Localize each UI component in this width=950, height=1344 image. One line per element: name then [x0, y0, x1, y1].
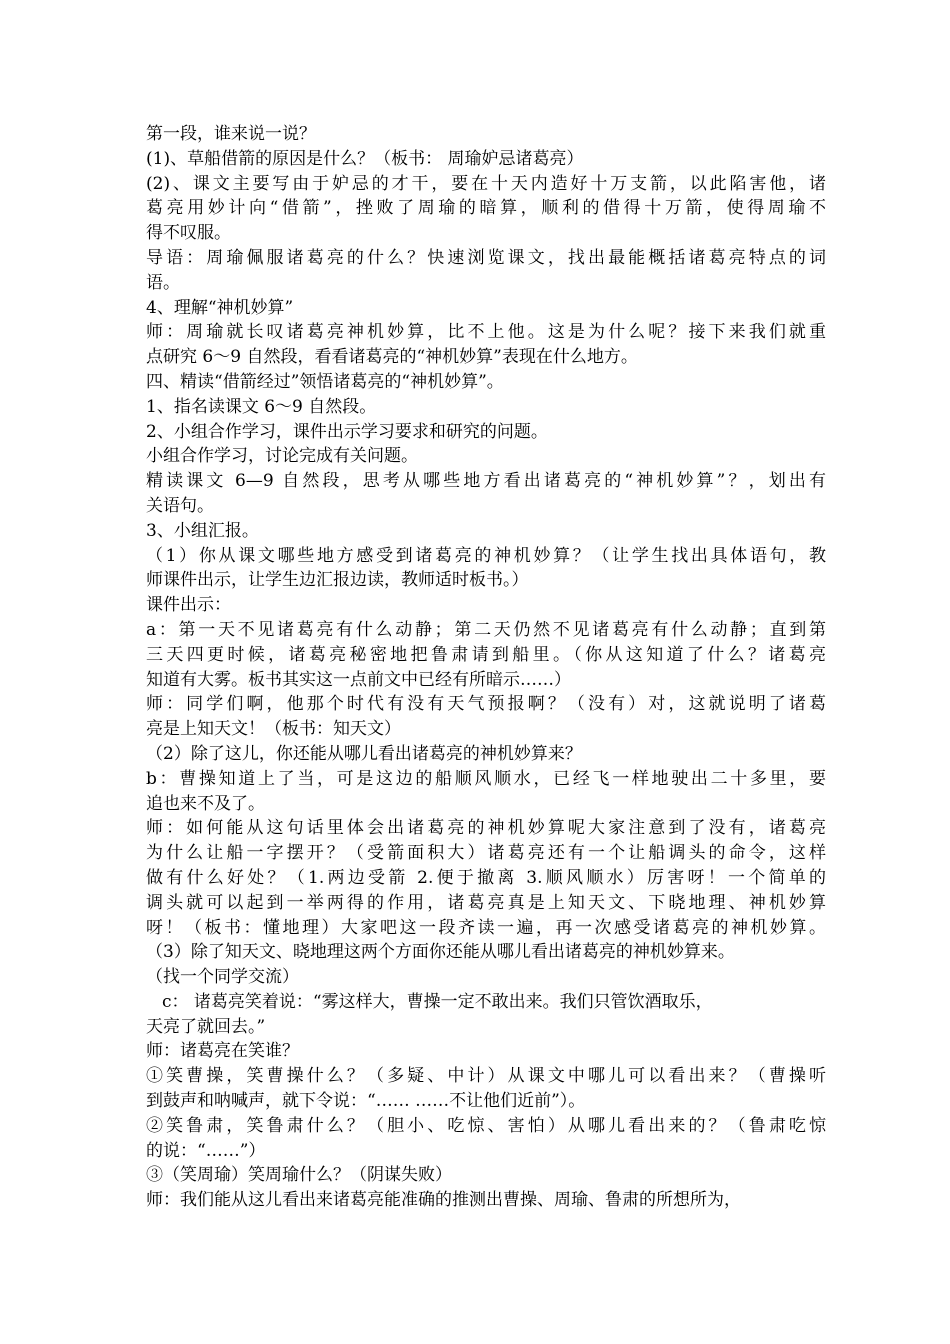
text-line: 追也来不及了。: [146, 793, 265, 814]
text-line: ②笑鲁肃，笑鲁肃什么？（胆小、吃惊、害怕）从哪儿看出来的？（鲁肃吃惊: [146, 1115, 826, 1136]
text-line: 1、指名读课文 6～9 自然段。: [146, 396, 377, 417]
text-line: 为什么让船一字摆开？（受箭面积大）诸葛亮还有一个让船调头的命令，这样: [146, 843, 826, 864]
text-line: 导语：周瑜佩服诸葛亮的什么？快速浏览课文，找出最能概括诸葛亮特点的词: [146, 247, 826, 268]
text-line: 2、小组合作学习，课件出示学习要求和研究的问题。: [146, 421, 548, 442]
text-line: 葛亮用妙计向“借箭”，挫败了周瑜的暗算，顺利的借得十万箭，使得周瑜不: [146, 198, 826, 219]
text-line: 得不叹服。: [146, 223, 231, 244]
text-line: （3）除了知天文、晓地理这两个方面你还能从哪儿看出诸葛亮的神机妙算来。: [146, 942, 735, 963]
text-line: (1)、草船借箭的原因是什么？（板书： 周瑜妒忌诸葛亮）: [146, 148, 584, 169]
text-line: 师课件出示，让学生边汇报边读，教师适时板书。）: [146, 570, 529, 591]
text-line: b：曹操知道上了当，可是这边的船顺风顺水，已经飞一样地驶出二十多里，要: [146, 768, 826, 789]
text-line: ③（笑周瑜）笑周瑜什么？（阴谋失败）: [146, 1165, 452, 1186]
text-line: 小组合作学习，讨论完成有关问题。: [146, 446, 418, 467]
text-line: 师：我们能从这儿看出来诸葛亮能准确的推测出曹操、周瑜、鲁肃的所想所为，: [146, 1190, 741, 1211]
text-line: 师：诸葛亮在笑谁？: [146, 1041, 299, 1062]
text-line: 精读课文 6—9 自然段，思考从哪些地方看出诸葛亮的“神机妙算”？，划出有: [146, 471, 826, 492]
text-line: 语。: [146, 272, 180, 293]
text-line: 的说：“……”）: [146, 1140, 266, 1161]
text-line: （2）除了这儿，你还能从哪儿看出诸葛亮的神机妙算来？: [146, 743, 582, 764]
text-line: 关语句。: [146, 495, 214, 516]
text-line: 亮是上知天文！（板书：知天文）: [146, 719, 401, 740]
text-line: 知道有大雾。板书其实这一点前文中已经有所暗示……）: [146, 669, 571, 690]
text-line: 呀！（板书：懂地理）大家吧这一段齐读一遍，再一次感受诸葛亮的神机妙算。: [146, 917, 826, 938]
text-line: （找一个同学交流）: [146, 967, 299, 988]
text-line: 第一段，谁来说一说？: [146, 124, 316, 144]
text-line: 师：周瑜就长叹诸葛亮神机妙算，比不上他。这是为什么呢？接下来我们就重: [146, 322, 826, 343]
text-line: 调头就可以起到一举两得的作用，诸葛亮真是上知天文、下晓地理、神机妙算: [146, 892, 826, 913]
text-line: 三天四更时候，诸葛亮秘密地把鲁肃请到船里。（你从这知道了什么？诸葛亮: [146, 644, 826, 665]
text-line: 师：同学们啊，他那个时代有没有天气预报啊？（没有）对，这就说明了诸葛: [146, 694, 826, 715]
text-line: 四、精读“借箭经过”领悟诸葛亮的“神机妙算”。: [146, 371, 504, 392]
text-line: （1）你从课文哪些地方感受到诸葛亮的神机妙算？（让学生找出具体语句，教: [146, 545, 826, 566]
text-line: 课件出示：: [146, 595, 231, 616]
text-line: c： 诸葛亮笑着说：“雾这样大，曹操一定不敢出来。我们只管饮酒取乐，: [162, 991, 713, 1012]
text-line: 点研究 6～9 自然段，看看诸葛亮的“神机妙算”表现在什么地方。: [146, 347, 638, 368]
text-line: (2)、课文主要写由于妒忌的才干，要在十天内造好十万支箭，以此陷害他，诸: [146, 173, 826, 194]
text-line: 到鼓声和呐喊声，就下令说：“…… ……不让他们近前”）。: [146, 1091, 586, 1112]
text-line: ①笑曹操，笑曹操什么？（多疑、中计）从课文中哪儿可以看出来？（曹操听: [146, 1066, 826, 1087]
text-line: 师：如何能从这句话里体会出诸葛亮的神机妙算呢大家注意到了没有，诸葛亮: [146, 818, 826, 839]
text-line: 3、小组汇报。: [146, 520, 259, 541]
text-line: 做有什么好处？（1.两边受箭 2.便于撤离 3.顺风顺水）厉害呀！一个简单的: [146, 867, 826, 888]
text-line: 4、理解“神机妙算”: [146, 297, 294, 318]
text-line: a：第一天不见诸葛亮有什么动静；第二天仍然不见诸葛亮有什么动静；直到第: [146, 619, 826, 640]
text-line: 天亮了就回去。”: [146, 1016, 266, 1037]
document-body: [146, 122, 826, 1213]
